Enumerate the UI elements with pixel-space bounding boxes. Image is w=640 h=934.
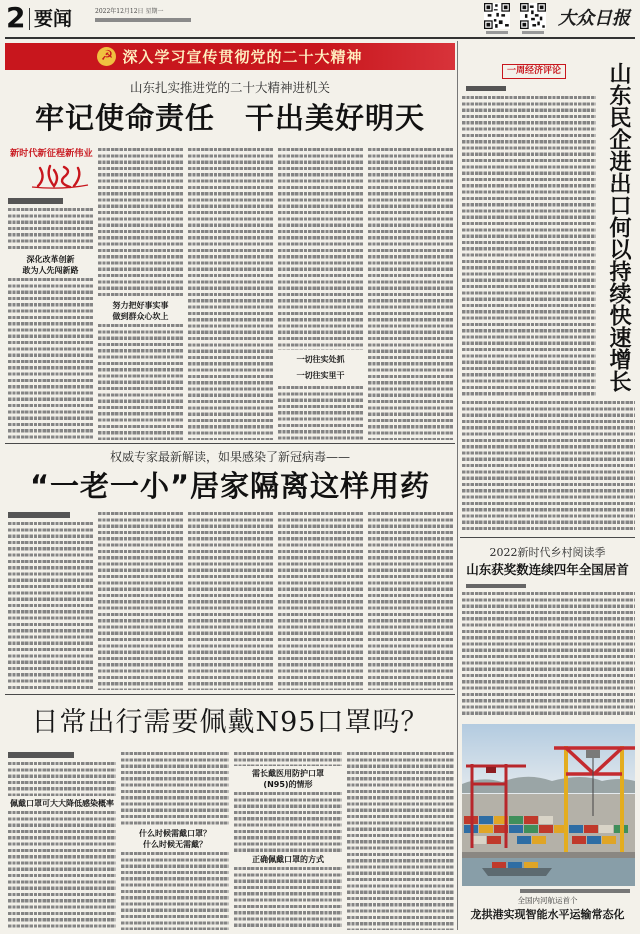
body-text [462,96,596,396]
header-rule [5,37,635,39]
medication-kicker: 权威专家最新解读，如果感染了新冠病毒—— [109,450,350,464]
body-text [188,512,273,690]
qr-code-label [522,31,544,34]
commentary-byline [466,86,506,91]
body-text [347,752,454,930]
body-text [98,324,183,440]
subhead-line: 努力把好事实事 [112,301,169,310]
body-text [8,522,93,690]
lead-column-1 [8,198,93,440]
qr-code-icon[interactable] [520,3,546,29]
body-text [234,792,342,852]
body-text [368,148,454,440]
mask-subhead-2 [121,826,229,852]
theme-banner [5,43,455,70]
lead-headline[interactable]: 牢记使命责任 干出美好明天 [34,101,425,135]
lead-column-3 [188,148,273,440]
subhead-line: 深化改革创新 [26,255,75,264]
subhead-line: 一切往实处抓 [296,355,345,364]
mask-headline[interactable]: 日常出行需要佩戴N95口罩吗？ [31,707,429,738]
body-text [278,386,363,440]
section-rule [5,443,455,444]
section-rule [460,537,635,538]
party-emblem-icon: ☭ [97,47,116,66]
port-photo[interactable] [462,724,635,886]
mask-column-2 [121,752,229,930]
column-logo [10,148,94,194]
medication-column-1 [8,512,93,690]
qr-code-label [486,31,508,34]
subhead-line: 做到群众心坎上 [112,312,169,321]
medication-headline[interactable]: “一老一小”居家隔离这样用药 [29,469,431,503]
column-rule [457,41,458,930]
mask-column-1 [8,752,116,930]
medication-column-5 [368,512,454,690]
banner-title: 深入学习宣传贯彻党的二十大精神 [122,48,363,66]
subhead-line: 什么时候无需戴？ [143,840,207,849]
reading-headline[interactable]: 山东获奖数连续四年全国居首 [466,562,629,577]
column-logo-script [10,160,94,190]
reading-byline [466,584,526,588]
body-text [121,852,229,930]
body-text [8,762,116,796]
reading-kicker: 2022新时代乡村阅读季 [489,546,606,559]
commentary-column-label: 一周经济评论 [502,64,566,79]
lead-column-5 [368,148,454,440]
subhead-line: (N95)的情形 [263,780,313,789]
issue-date: 2022年12月12日 星期一 [95,8,164,15]
body-text [278,148,363,350]
medication-column-2 [98,512,183,690]
subhead-line: 正确佩戴口罩的方式 [252,855,324,864]
body-text [234,867,342,930]
body-text [462,401,635,531]
body-text [234,752,342,766]
medication-column-3 [188,512,273,690]
body-text [462,592,635,718]
photo-caption-kicker: 全国内河航运首个 [517,896,578,905]
mask-byline [8,752,74,758]
lead-column-2 [98,148,183,440]
subhead-line: 佩戴口罩可大大降低感染概率 [10,799,114,808]
body-text [368,512,454,690]
mask-subhead-1 [8,796,116,811]
body-text [8,278,93,440]
medication-byline [8,512,70,518]
subhead-line: 什么时候需戴口罩？ [139,829,211,838]
mask-subhead-4 [234,852,342,867]
body-text [121,752,229,826]
lead-subhead-1 [8,252,93,278]
photo-caption[interactable]: 龙拱港实现智能水平运输常态化 [470,908,625,921]
subhead-line: 敢为人先闯新路 [22,266,79,275]
mask-column-3 [234,752,342,930]
masthead-logo: 大众日报 [558,8,630,29]
mask-column-4 [347,752,454,930]
header-divider [29,8,30,30]
editor-info [95,18,191,22]
commentary-headline[interactable]: 山东民企进出口何以持续快速增长 [606,62,631,392]
medication-column-4 [278,512,363,690]
mask-subhead-3 [234,766,342,792]
body-text [188,148,273,440]
body-text [98,512,183,690]
body-text [8,208,93,252]
photo-credit [520,889,630,893]
body-text [8,811,116,930]
lead-column-4 [278,148,363,440]
section-title: 要闻 [34,8,73,30]
body-text [98,148,183,298]
lead-kicker: 山东扎实推进党的二十大精神进机关 [129,80,330,95]
qr-code-icon[interactable] [484,3,510,29]
column-logo-text: 新时代新征程新伟业 [10,148,93,159]
section-rule [5,694,455,695]
lead-subhead-3 [278,350,363,386]
subhead-line: 一切往实里干 [296,371,345,380]
body-text [278,512,363,690]
subhead-line: 需长戴医用防护口罩 [252,769,324,778]
page-number: 2 [6,1,26,34]
lead-byline [8,198,63,204]
lead-subhead-2 [98,298,183,324]
